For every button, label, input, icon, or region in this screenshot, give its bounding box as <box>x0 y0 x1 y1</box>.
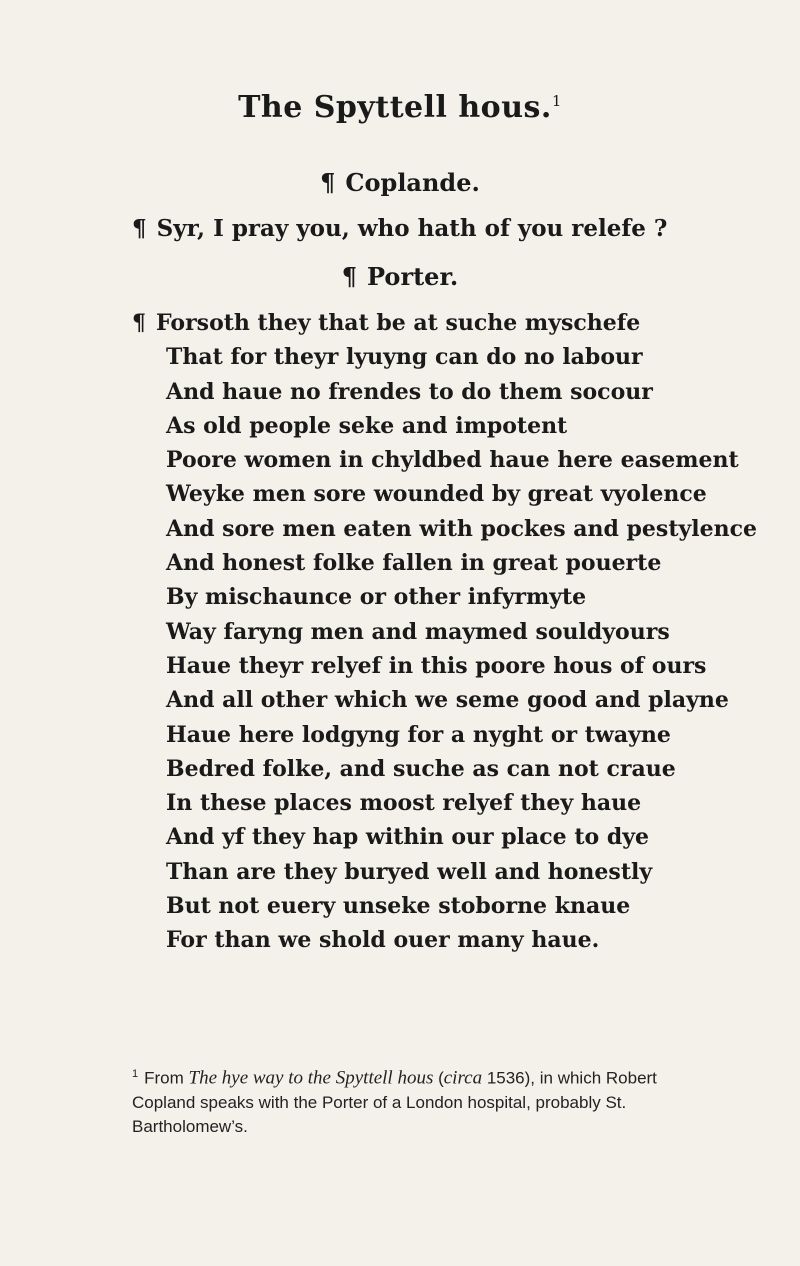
verse-line: Poore women in chyldbed haue here easement <box>166 447 739 474</box>
page-title <box>0 90 800 125</box>
verse-line: But not euery unseke stoborne knaue <box>166 893 631 920</box>
verse-line: For than we shold ouer many haue. <box>166 927 600 954</box>
verse-line: And honest folke fallen in great pouerte <box>166 550 662 577</box>
verse-line: As old people seke and impotent <box>166 412 568 439</box>
verse-line: In these places moost relyef they haue <box>166 790 642 817</box>
verse-line: Way faryng men and maymed souldyours <box>166 618 670 645</box>
copland-question <box>132 215 667 242</box>
page-title-text: The Spyttell hous. <box>238 90 552 125</box>
porter-verse <box>132 306 758 958</box>
verse-line: By mischaunce or other infyrmyte <box>166 584 587 611</box>
footnote: $^1$ From The hye way to the Spyttell hous (circa 1536), in which Robert Copland speaks with the Porter of a London hospital, probably St. Bartholomew’s. <box>132 1067 657 1136</box>
verse-line: ¶ Forsoth they that be at suche myschefe <box>132 310 641 336</box>
verse-line: Bedred folke, and suche as can not craue <box>166 755 676 782</box>
verse-line: That for theyr lyuyng can do no labour <box>166 344 643 371</box>
verse-line: And sore men eaten with pockes and pestylence <box>166 515 758 542</box>
verse-line: And all other which we seme good and playne <box>166 687 729 714</box>
footnote-marker: 1 <box>551 92 562 110</box>
footnote-number: 1 <box>132 1068 139 1080</box>
speaker-name: Porter. <box>367 262 459 291</box>
pilcrow-icon: ¶ <box>132 215 147 242</box>
verse-line: And haue no frendes to do them socour <box>166 378 653 405</box>
pilcrow-icon: ¶ <box>320 168 336 197</box>
speaker-name: Coplande. <box>345 168 480 197</box>
question-text: Syr, I pray you, who hath of you relefe ? <box>156 215 668 242</box>
verse-line: Than are they buryed well and honestly <box>166 858 653 885</box>
verse-line: Haue here lodgyng for a nyght or twayne <box>166 721 671 748</box>
pilcrow-icon: ¶ <box>132 310 146 336</box>
speaker-heading-copland <box>0 168 800 197</box>
verse-line: Haue theyr relyef in this poore hous of ours <box>166 652 707 679</box>
verse-line: Weyke men sore wounded by great vyolence <box>166 481 707 508</box>
verse-line: And yf they hap within our place to dye <box>166 824 649 851</box>
speaker-heading-porter <box>0 262 800 291</box>
pilcrow-icon: ¶ <box>341 262 358 291</box>
footnote-circa: circa <box>443 1067 483 1089</box>
footnote-work-title: The hye way to the Spyttell hous <box>188 1067 434 1089</box>
